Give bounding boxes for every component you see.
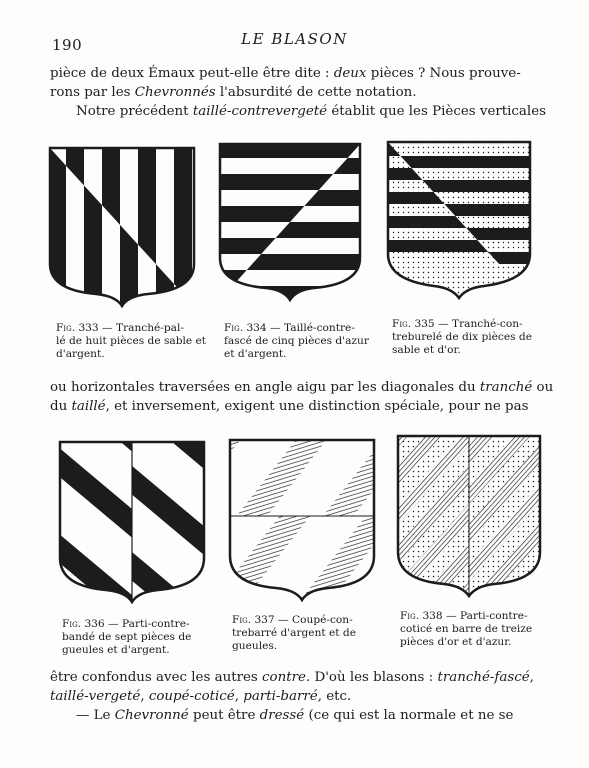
text-line <box>50 102 546 121</box>
caption-text: — Taillé-contre- <box>270 322 355 334</box>
paragraph-bottom <box>50 668 538 725</box>
caption-text: — Parti-contre- <box>108 618 190 630</box>
text-run: , <box>140 689 149 704</box>
text-run: (ce qui est la normale et ne se <box>304 708 514 723</box>
shield-338-svg <box>396 434 542 598</box>
text-run: du <box>50 399 72 414</box>
caption-text: — Tranché-pal- <box>102 322 184 334</box>
shield-fig-336 <box>58 440 206 604</box>
text-run-italic: deux <box>333 66 367 81</box>
caption-fig-333 <box>56 322 206 361</box>
caption-text: — Tranché-con- <box>438 318 523 330</box>
text-run-italic: taillé <box>71 399 106 414</box>
text-run-italic: contre <box>262 670 306 685</box>
text-run: , <box>529 670 534 685</box>
shield-fig-333 <box>48 146 196 308</box>
text-line <box>50 397 538 416</box>
caption-fig-337 <box>232 614 356 653</box>
text-run-italic: Chevronné <box>114 708 189 723</box>
caption-line: pièces d'or et d'azur. <box>400 636 512 648</box>
caption-fig-336 <box>62 618 191 657</box>
text-run: peut être <box>188 708 260 723</box>
fig-label: Fig. 336 <box>62 618 105 630</box>
caption-line: trebarré d'argent et de <box>232 627 356 639</box>
paragraph-top <box>50 64 546 121</box>
page-number: 190 <box>52 36 83 54</box>
fig-label: Fig. 334 <box>224 322 267 334</box>
text-line <box>50 64 538 83</box>
caption-fig-335 <box>392 318 532 357</box>
text-run-italic: tranché-fascé <box>437 670 530 685</box>
text-line <box>50 83 538 102</box>
fig-label: Fig. 335 <box>392 318 435 330</box>
text-run: ou horizontales traversées en angle aigu par les diagonales du <box>50 380 480 395</box>
caption-line <box>62 618 191 631</box>
caption-line: fascé de cinq pièces d'azur <box>224 335 369 347</box>
caption-line <box>400 610 532 623</box>
text-line <box>50 687 538 706</box>
caption-text: — Coupé-con- <box>278 614 353 626</box>
caption-line: et d'argent. <box>224 348 287 360</box>
text-run-italic: taillé-contrevergeté <box>192 104 328 119</box>
shield-337-svg <box>228 438 376 602</box>
caption-line: treburelé de dix pièces de <box>392 331 532 343</box>
caption-line <box>392 318 532 331</box>
text-run: , etc. <box>317 689 352 704</box>
shield-fig-337 <box>228 438 376 602</box>
caption-line: lé de huit pièces de sable et <box>56 335 207 347</box>
caption-fig-338 <box>400 610 532 649</box>
caption-fig-334 <box>224 322 369 361</box>
caption-line: coticé en barre de treize <box>400 623 533 635</box>
text-run: — Le <box>76 708 115 723</box>
caption-line: d'argent. <box>56 348 105 360</box>
text-run: pièce de deux Émaux peut-elle être dite : <box>50 66 334 81</box>
fig-label: Fig. 333 <box>56 322 99 334</box>
text-run: l'absurdité de cette notation. <box>215 85 417 100</box>
text-run-italic: parti-barré <box>243 689 318 704</box>
text-line <box>50 378 554 397</box>
text-run-italic: coupé-coticé <box>148 689 235 704</box>
text-line <box>50 668 538 687</box>
text-run: , et inversement, exigent une distinction spéciale, pour ne pas <box>105 399 529 414</box>
fig-label: Fig. 337 <box>232 614 275 626</box>
text-run: ou <box>532 380 554 395</box>
text-run: pièces ? Nous prouve- <box>366 66 521 81</box>
text-run-italic: dressé <box>259 708 305 723</box>
caption-line: gueules et d'argent. <box>62 644 170 656</box>
shield-fig-338 <box>396 434 542 598</box>
shield-335-svg <box>386 140 532 300</box>
caption-line <box>224 322 369 335</box>
caption-line: gueules. <box>232 640 278 652</box>
caption-line: sable et d'or. <box>392 344 461 356</box>
text-run: rons par les <box>50 85 135 100</box>
shield-336-svg <box>58 440 206 604</box>
text-run-italic: taillé-vergeté <box>50 689 141 704</box>
caption-line <box>56 322 206 335</box>
text-run-italic: Chevronnés <box>134 85 216 100</box>
caption-line: bandé de sept pièces de <box>62 631 192 643</box>
shield-fig-334 <box>218 142 362 302</box>
text-line <box>50 706 538 725</box>
text-run: Notre précédent <box>76 104 193 119</box>
text-run: , <box>234 689 244 704</box>
text-run: être confondus avec les autres <box>50 670 263 685</box>
text-run-italic: tranché <box>479 380 533 395</box>
running-head: LE BLASON <box>241 30 348 48</box>
text-run: établit que les Pièces verticales <box>327 104 546 119</box>
caption-line <box>232 614 356 627</box>
fig-label: Fig. 338 <box>400 610 443 622</box>
paragraph-middle <box>50 378 554 416</box>
caption-text: — Parti-contre- <box>446 610 528 622</box>
shield-333-svg <box>48 146 196 308</box>
shield-334-svg <box>218 142 362 302</box>
shield-fig-335 <box>386 140 532 300</box>
text-run: . D'où les blasons : <box>305 670 438 685</box>
